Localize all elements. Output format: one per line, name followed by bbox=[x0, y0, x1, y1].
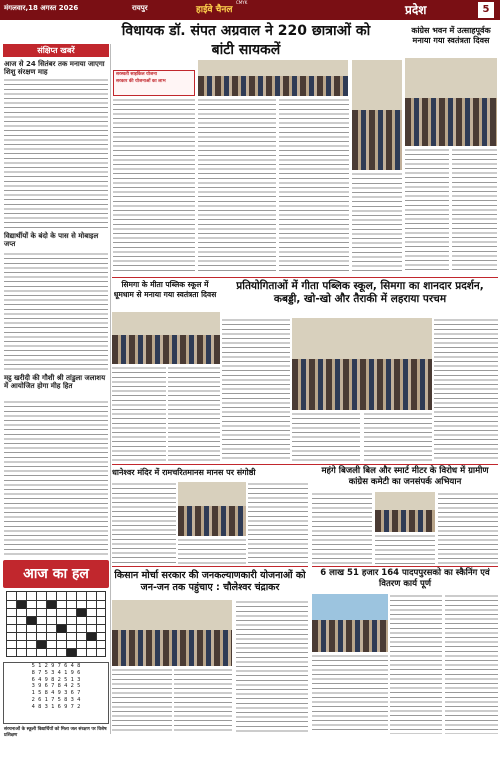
column-divider bbox=[110, 44, 111, 734]
col2-headline: सिमगा के मीता पब्लिक स्कूल में धूमधाम से मनाया गया स्वतंत्रता दिवस bbox=[113, 280, 217, 299]
dhaneshwar-text-2 bbox=[178, 538, 246, 564]
kisan-headline: किसान मोर्चा सरकार की जनकल्याणकारी योजनाओं को जन-जन तक पहुंचाए : चौलेश्वर चंद्राकर bbox=[114, 570, 306, 593]
right-top-text-2 bbox=[452, 148, 497, 274]
seed-text-2 bbox=[390, 594, 442, 734]
lead-subhead-box bbox=[113, 70, 195, 96]
brief-headline-1: आज से 24 सितंबर तक मनाया जाएगा शिशु संरक्षण माह bbox=[4, 60, 105, 76]
brief-text-2 bbox=[4, 252, 108, 370]
dhaneshwar-photo bbox=[178, 482, 246, 536]
lead-text-col1 bbox=[113, 98, 195, 274]
mehngi-headline: महंगे बिजली बिल और स्मार्ट मीटर के विरोध में ग्रामीण कांग्रेस कमेटी का जनसंपर्क अभियान bbox=[321, 466, 489, 487]
lead-subhead-1: सरस्वती साइकिल योजना bbox=[116, 72, 157, 77]
mehngi-text-2 bbox=[375, 534, 435, 564]
mehngi-photo bbox=[375, 492, 435, 532]
bottom-left-headline: संरचनाओं के स्कूली विद्यार्थियों को मिला जल संरक्षण पर विशेष प्रशिक्षण bbox=[4, 727, 107, 738]
right-top-text-1 bbox=[405, 148, 449, 274]
dhaneshwar-text-3 bbox=[248, 482, 308, 564]
mehngi-text-1 bbox=[312, 492, 372, 564]
lead-headline: विधायक डॉ. संपत अग्रवाल ने 220 छात्राओं को बांटी सायकलें bbox=[121, 23, 371, 58]
crossword-grid bbox=[6, 591, 106, 657]
brief-header: संक्षिप्त खबरें bbox=[3, 44, 109, 57]
divider bbox=[112, 277, 498, 278]
sudoku-row: 2 6 1 7 5 8 3 4 bbox=[31, 696, 81, 703]
col3-text-4 bbox=[434, 318, 498, 462]
seed-headline: 6 लाख 51 हजार 164 पादपपुरसको का स्कैनिंग एवं वितरण कार्य पूर्ण bbox=[320, 568, 490, 589]
cmyk-mark: CMYK bbox=[236, 0, 248, 5]
lead-photo-top bbox=[198, 60, 348, 96]
col3-photo bbox=[292, 318, 432, 410]
sudoku-row: 6 4 9 8 2 5 1 3 bbox=[31, 676, 81, 683]
right-top-headline: कांग्रेस भवन में उत्साहपूर्वक मनाया गया स्वतंत्रता दिवस bbox=[411, 26, 491, 45]
dhaneshwar-headline: धानेश्वर मंदिर में रामचरितमानस मानस पर संगोष्ठी bbox=[112, 468, 256, 477]
col3-headline: प्रतियोगिताओं में गीता पब्लिक स्कूल, सिमगा का शानदार प्रदर्शन, कबड्डी, खो-खो और तैराकी में लहराया परचम bbox=[236, 280, 484, 305]
col3-text-2 bbox=[292, 412, 360, 462]
lead-subhead-2: सरकार की योजनाओं का लाभ bbox=[116, 78, 166, 84]
lead-photo-side bbox=[352, 60, 402, 170]
seed-text-1 bbox=[312, 654, 388, 734]
kisan-text-1 bbox=[112, 668, 172, 734]
lead-text-col2 bbox=[198, 98, 276, 274]
sudoku-row: 8 7 5 3 4 1 9 6 bbox=[31, 669, 81, 676]
col2-text-2 bbox=[168, 366, 220, 462]
lead-text-col4 bbox=[352, 172, 402, 274]
divider bbox=[312, 566, 498, 567]
sudoku-row: 1 5 8 4 9 3 6 7 bbox=[31, 690, 81, 697]
brief-text-3 bbox=[4, 400, 108, 556]
sudoku-solution bbox=[3, 662, 109, 724]
kisan-photo bbox=[112, 600, 232, 666]
paper-name: हाईवे चैनल bbox=[196, 5, 233, 15]
mehngi-text-3 bbox=[438, 492, 498, 564]
divider bbox=[112, 566, 308, 567]
city: रायपुर bbox=[132, 4, 148, 12]
divider bbox=[112, 464, 498, 465]
lead-text-col3 bbox=[279, 98, 349, 274]
brief-text-1 bbox=[4, 78, 108, 228]
section-title: प्रदेश bbox=[405, 3, 427, 17]
col2-text-1 bbox=[112, 366, 166, 462]
masthead bbox=[0, 0, 500, 20]
seed-text-3 bbox=[445, 594, 498, 734]
kisan-text-2 bbox=[174, 668, 232, 734]
col3-text-3 bbox=[364, 412, 432, 462]
sudoku-row: 4 8 3 1 6 9 7 2 bbox=[31, 703, 81, 710]
page-number: 5 bbox=[478, 2, 494, 18]
sudoku-row: 5 1 2 9 7 6 4 8 bbox=[31, 663, 81, 669]
col3-text-1 bbox=[222, 318, 290, 462]
brief-headline-3: मट्ठ खरीदी की गौशी श्री तांडुला जलाशय में आयोजित होगा मीह हित bbox=[4, 374, 106, 390]
dhaneshwar-text-1 bbox=[112, 482, 176, 564]
col2-photo bbox=[112, 312, 220, 364]
issue-date: मंगलवार,18 अगस्त 2026 bbox=[4, 4, 79, 12]
sudoku-row: 3 9 6 7 8 4 2 5 bbox=[31, 683, 81, 690]
aaj-ka-hal-title: आज का हल bbox=[3, 560, 109, 588]
congress-photo bbox=[405, 58, 497, 146]
brief-headline-2: विद्यार्थीयों के बंदो के पास से मोबाइल जप्त bbox=[4, 232, 99, 248]
seed-photo bbox=[312, 594, 388, 652]
kisan-text-3 bbox=[236, 600, 308, 734]
